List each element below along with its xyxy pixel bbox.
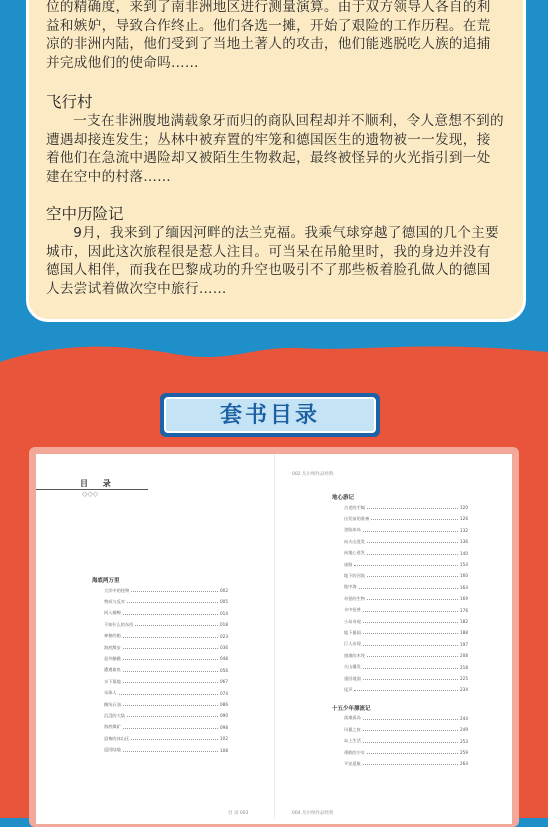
toc-entry	[344, 749, 468, 756]
toc-entry-page: 208	[460, 653, 468, 659]
toc-entry-page: 002	[220, 588, 228, 593]
toc-entry-title: 赞成与反对	[104, 598, 125, 604]
toc-entry-page: 108	[220, 747, 228, 753]
toc-entry-page: 136	[460, 539, 468, 545]
toc-entry	[104, 690, 228, 697]
toc-leader-dots	[127, 600, 218, 603]
toc-entry-title: 海底煤矿	[104, 724, 121, 730]
toc-leader-dots	[371, 517, 458, 520]
toc-entry	[104, 610, 228, 617]
toc-entry	[344, 675, 468, 682]
toc-leader-dots	[367, 540, 458, 543]
toc-leader-dots	[363, 609, 458, 612]
toc-entry-title: 意外触礁	[104, 655, 121, 661]
toc-entry-title: 恐怖的冰山区	[104, 735, 130, 741]
toc-entry	[344, 686, 468, 693]
toc-entry-title: 向火山进发	[344, 538, 365, 544]
toc-entry	[344, 584, 468, 591]
toc-entry-page: 218	[460, 664, 468, 670]
toc-entry	[104, 587, 228, 594]
toc-entry-title: 地中海	[344, 584, 357, 590]
toc-entry-title: 搁浅石油	[104, 701, 121, 707]
toc-leader-dots	[363, 643, 458, 646]
toc-leader-dots	[363, 762, 458, 765]
toc-leader-dots	[367, 597, 458, 600]
toc-leader-dots	[363, 677, 458, 680]
toc-leader-dots	[123, 749, 218, 752]
toc-leader-dots	[367, 506, 458, 509]
toc-leader-dots	[363, 728, 458, 731]
toc-entry	[104, 667, 228, 674]
toc-entry-page: 048	[220, 656, 228, 662]
intro-paragraph: 位的精确度，来到了南非洲地区进行测量演算。由于双方领导人各自的利益和嫉妒，导致合作终止。他们各选一摊，开始了艰险的工作历程。在荒凉的非洲内陆，他们受到了当地土著人的攻击，他们能逃脱吃人族的追捕并完成他们的使命吗……	[46, 0, 491, 71]
section-text-air-adventure: 9月，我来到了缅因河畔的法兰克福。我乘气球穿越了德国的几个主要城市，因此这次旅程很是惹人注目。可当呆在吊舱里时，我的身边并没有德国人相伴，而我在巴黎成功的升空也吸引不了那些板着脸孔做人的德国人去尝试着做次空中旅行……	[46, 225, 499, 297]
toc-entry-page: 160	[460, 573, 468, 579]
toc-group-title: 海底两万里	[92, 578, 120, 584]
toc-entry-title: 海底散步	[104, 644, 121, 650]
toc-entry	[104, 701, 228, 708]
toc-leader-dots	[363, 666, 458, 669]
toc-entry-title: 采珠人	[104, 690, 117, 696]
toc-entry-title: 神秘的船	[104, 633, 121, 639]
toc-entry-title: 古老的手稿	[344, 504, 365, 510]
toc-leader-dots	[354, 563, 458, 566]
toc-entry-title: 沉没的大陆	[104, 712, 125, 718]
toc-entry-page: 154	[460, 562, 468, 567]
toc-entry-page: 182	[460, 619, 468, 624]
toc-entry	[344, 515, 468, 522]
toc-entry	[344, 504, 468, 511]
toc-entry-title: 不知什么的东西	[104, 621, 134, 627]
toc-entry-page: 120	[460, 505, 468, 510]
toc-entry	[104, 655, 228, 662]
toc-entry	[104, 621, 228, 628]
section-title-flying-village: 飞行村	[46, 93, 93, 111]
toc-entry-page: 102	[220, 736, 228, 742]
toc-entry-title: 水中怪兽	[344, 607, 361, 613]
toc-leader-dots	[123, 703, 218, 706]
toc-entry-title: 小岛奇观	[344, 618, 361, 624]
toc-leader-dots	[363, 740, 458, 743]
toc-entry-page: 098	[220, 724, 228, 730]
toc-entry-title: 返回陆地	[104, 747, 121, 753]
toc-leader-dots	[123, 635, 218, 638]
toc-entry	[344, 561, 468, 568]
toc-entry-title: 落难孤岛	[344, 715, 361, 721]
toc-leader-dots	[123, 669, 218, 672]
toc-entry-title: 尾声	[344, 686, 353, 692]
book-spine	[274, 454, 275, 818]
toc-entry-page: 090	[220, 713, 228, 719]
toc-entry-page: 036	[220, 645, 228, 650]
toc-entry	[104, 644, 228, 651]
toc-entry	[104, 712, 228, 719]
toc-entry-page: 056	[220, 667, 228, 673]
toc-leader-dots	[367, 654, 458, 657]
toc-leader-dots	[131, 737, 218, 740]
toc-leader-dots	[127, 714, 218, 717]
toc-entry-title: 岛上生活	[344, 738, 361, 744]
toc-entry-page: 197	[460, 641, 468, 647]
toc-leader-dots	[123, 612, 218, 615]
toc-leader-dots	[123, 680, 218, 683]
toc-entry-title: 同入捕鲸	[104, 610, 121, 616]
toc-group-title: 十五少年漂流记	[332, 705, 371, 712]
toc-entry-title: 大洋中的怪物	[104, 587, 130, 593]
toc-entry	[104, 747, 228, 754]
toc-entry-page: 188	[460, 630, 468, 636]
left-page-footer: 目 录 003	[228, 811, 249, 816]
toc-leader-dots	[367, 751, 458, 754]
toc-entry	[104, 724, 228, 731]
toc-entry-title: 水下墓地	[104, 678, 121, 684]
toc-entry-page: 023	[220, 633, 228, 639]
toc-entry	[344, 738, 468, 745]
toc-entry	[344, 629, 468, 636]
toc-entry	[344, 618, 468, 625]
toc-entry-page: 169	[460, 596, 468, 602]
toc-entry	[344, 652, 468, 659]
toc-entry-page: 264	[460, 761, 468, 767]
toc-banner-label: 套书目录	[219, 402, 320, 428]
toc-entry	[344, 607, 468, 614]
toc-entry-page: 225	[460, 676, 468, 681]
toc-leader-dots	[359, 586, 458, 589]
toc-entry-page: 164	[460, 584, 468, 590]
toc-entry-title: 向地心进发	[344, 550, 365, 556]
toc-entry-title: 登陆冰岛	[344, 527, 361, 533]
toc-entry	[344, 527, 468, 534]
toc-entry	[344, 550, 468, 557]
toc-entry	[104, 633, 228, 640]
ornament-icon: ◇◇◇	[82, 490, 99, 498]
toc-entry-page: 005	[220, 599, 228, 605]
toc-leader-dots	[123, 657, 218, 660]
toc-banner	[160, 393, 380, 437]
toc-entry-page: 086	[220, 702, 228, 707]
toc-entry	[344, 572, 468, 579]
toc-entry-page: 244	[460, 715, 468, 721]
right-page-header: 002 凡尔纳作品经典	[292, 472, 334, 477]
toc-entry-title: 巨人出现	[344, 641, 361, 647]
toc-leader-dots	[363, 529, 458, 532]
toc-entry-title: 火山爆发	[344, 664, 361, 670]
toc-entry	[344, 726, 468, 733]
toc-leader-dots	[123, 726, 218, 729]
toc-heading: 目 录	[80, 479, 117, 488]
toc-entry	[344, 664, 468, 671]
toc-entry-page: 259	[460, 750, 468, 755]
toc-entry-page: 253	[460, 738, 468, 744]
toc-leader-dots	[135, 623, 218, 626]
toc-entry-page: 074	[220, 690, 228, 696]
toc-leader-dots	[367, 574, 458, 577]
toc-leader-dots	[363, 631, 458, 634]
toc-entry-page: 014	[220, 610, 228, 616]
toc-entry-title: 地下暴雨	[344, 629, 361, 635]
toc-leader-dots	[123, 646, 218, 649]
toc-entry-page: 018	[220, 622, 228, 628]
toc-entry	[344, 641, 468, 648]
toc-entry-page: 067	[220, 679, 228, 685]
toc-entry	[344, 715, 468, 722]
toc-group-title: 地心游记	[332, 495, 355, 501]
toc-entry-page: 140	[460, 550, 468, 556]
toc-entry-page: 176	[460, 607, 468, 613]
toc-entry	[104, 735, 228, 742]
toc-leader-dots	[363, 620, 458, 623]
toc-entry-title: 遇难的木筏	[344, 652, 365, 658]
toc-leader-dots	[119, 692, 218, 695]
toc-entry-title: 迷路	[344, 561, 353, 567]
toc-entry-page: 132	[460, 527, 468, 533]
toc-entry	[344, 760, 468, 767]
toc-entry	[104, 678, 228, 685]
toc-entry-title: 地下的河流	[344, 572, 365, 578]
toc-entry-title: 遭遇鲨鱼	[104, 667, 121, 673]
toc-entry	[344, 595, 468, 602]
right-page-footer: 004 凡尔纳作品经典	[292, 811, 334, 816]
toc-entry-title: 平安返航	[344, 760, 361, 766]
toc-leader-dots	[367, 552, 458, 555]
toc-entry-title: 风暴之夜	[344, 726, 361, 732]
toc-entry-title: 勇敢的少年	[344, 749, 365, 755]
toc-leader-dots	[131, 589, 218, 592]
toc-entry-title: 出发前的准备	[344, 515, 370, 521]
section-text-flying-village: 一支在非洲腹地满载象牙而归的商队回程却并不顺利，令人意想不到的遭遇却接连发生；丛林中被弃置的牢笼和德国医生的遗物被一一发现，接着他们在急流中遇险却又被陌生生物救起，最终被怪异的火光指引到一处建在空中的村落……	[46, 113, 504, 185]
toc-entry-title: 重回地面	[344, 675, 361, 681]
toc-entry-title: 奇怪的生物	[344, 595, 365, 601]
toc-entry-page: 249	[460, 727, 468, 733]
toc-leader-dots	[354, 688, 458, 691]
toc-entry-page: 234	[460, 687, 468, 693]
toc-leader-dots	[363, 717, 458, 720]
toc-entry-page: 126	[460, 516, 468, 522]
toc-entry	[344, 538, 468, 545]
section-title-air-adventure: 空中历险记	[46, 205, 124, 223]
toc-entry	[104, 598, 228, 605]
